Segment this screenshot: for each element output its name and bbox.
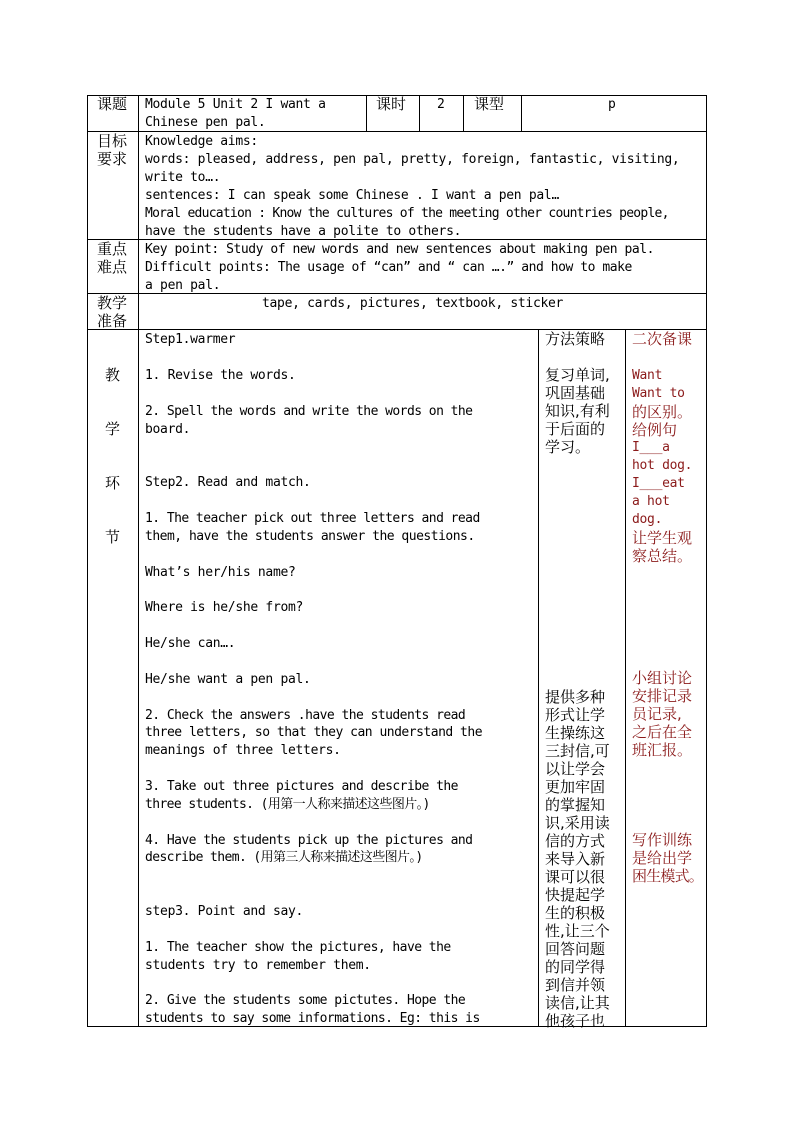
process-divider-1 xyxy=(538,329,539,1027)
method-line: 来导入新 xyxy=(545,850,606,868)
key-point-line: Difficult points: The usage of “can” and “ can ….” and how to make xyxy=(145,260,632,275)
secondary-header: 二次备课 xyxy=(632,330,693,348)
secondary-line: 困生模式。 xyxy=(632,867,704,885)
method-line: 性,让三个 xyxy=(545,922,610,940)
secondary-line: 安排记录 xyxy=(632,687,693,705)
method-line: 知识,有利 xyxy=(545,402,610,420)
method-line: 提供多种 xyxy=(545,688,606,706)
topic-value-line2: Chinese pen pal. xyxy=(145,115,266,130)
step-line: board. xyxy=(145,422,191,437)
method-line: 于后面的 xyxy=(545,420,606,438)
prep-label-line2: 准备 xyxy=(97,312,128,330)
secondary-line: 之后在全 xyxy=(632,723,693,741)
secondary-line: I___eat xyxy=(632,476,685,491)
method-line: 课可以很 xyxy=(545,868,606,886)
method-header: 方法策略 xyxy=(545,330,606,348)
method-line: 形式让学 xyxy=(545,706,606,724)
step-line: three students. (用第一人称来描述这些图片。) xyxy=(145,797,430,812)
method-line: 快提起学 xyxy=(545,886,606,904)
method-line: 到信并领 xyxy=(545,976,606,994)
table-border-right xyxy=(706,95,707,1027)
method-line: 信的方式 xyxy=(545,832,606,850)
header-divider-1 xyxy=(366,95,367,132)
process-label-char: 教 xyxy=(105,366,121,384)
step-line: 1. The teacher pick out three letters and read xyxy=(145,511,480,526)
goals-line: have the students have a polite to others. xyxy=(145,224,462,239)
label-column-divider xyxy=(138,95,139,1027)
step-line: Step1.warmer xyxy=(145,332,236,347)
goals-line: Knowledge aims: xyxy=(145,134,258,149)
method-line: 更加牢固 xyxy=(545,778,606,796)
step-line: 2. Spell the words and write the words on the xyxy=(145,404,473,419)
header-divider-3 xyxy=(463,95,464,132)
step-line: 4. Have the students pick up the pictures and xyxy=(145,833,473,848)
step-line: What’s her/his name? xyxy=(145,565,296,580)
table-border-left xyxy=(87,95,88,1027)
process-divider-2 xyxy=(625,329,626,1027)
goals-content xyxy=(145,133,679,241)
step-line: students try to remember them. xyxy=(145,958,371,973)
step-line: 2. Check the answers .have the students read xyxy=(145,708,466,723)
goals-label-line2: 要求 xyxy=(97,150,128,168)
step-line: step3. Point and say. xyxy=(145,904,304,919)
hours-label: 课时 xyxy=(376,95,407,113)
secondary-note-2 xyxy=(632,669,692,759)
key-point-line: Key point: Study of new words and new sentences about making pen pal. xyxy=(145,242,654,257)
secondary-line: 让学生观 xyxy=(632,529,693,547)
method-line: 的同学得 xyxy=(545,958,606,976)
step-line: meanings of three letters. xyxy=(145,743,341,758)
method-line: 的掌握知 xyxy=(545,796,606,814)
method-line: 识,采用读 xyxy=(545,814,610,832)
method-note-2 xyxy=(545,688,610,1030)
topic-value-line1: Module 5 Unit 2 I want a xyxy=(145,97,326,112)
method-line: 他孩子也 xyxy=(545,1012,606,1030)
step-line: Where is he/she from? xyxy=(145,600,304,615)
method-line: 读信,让其 xyxy=(545,994,610,1012)
process-label-char: 学 xyxy=(105,420,121,438)
goals-line: sentences: I can speak some Chinese . I want a pen pal… xyxy=(145,188,559,203)
secondary-line: dog. xyxy=(632,512,663,527)
goals-label-line1: 目标 xyxy=(97,132,128,150)
method-note-1 xyxy=(545,366,610,456)
method-line: 学习。 xyxy=(545,438,591,456)
secondary-line: 班汇报。 xyxy=(632,741,693,759)
secondary-line: 察总结。 xyxy=(632,547,693,565)
prep-value: tape, cards, pictures, textbook, sticker xyxy=(262,296,564,311)
process-label-char: 环 xyxy=(105,474,121,492)
type-value: p xyxy=(608,97,616,112)
method-line: 巩固基础 xyxy=(545,384,606,402)
secondary-line: I___a xyxy=(632,440,670,455)
key-points-label-line2: 难点 xyxy=(97,258,128,276)
key-points-label-line1: 重点 xyxy=(97,240,128,258)
step-line: 1. The teacher show the pictures, have the xyxy=(145,940,451,955)
secondary-line: a hot xyxy=(632,494,670,509)
secondary-line: Want to xyxy=(632,386,685,401)
process-label-char: 节 xyxy=(105,528,121,546)
secondary-line: 是给出学 xyxy=(632,849,693,867)
method-line: 生的积极 xyxy=(545,904,606,922)
goals-line: words: pleased, address, pen pal, pretty, foreign, fantastic, visiting, xyxy=(145,152,680,167)
method-line: 生操练这 xyxy=(545,724,606,742)
topic-label: 课题 xyxy=(97,95,128,113)
key-point-line: a pen pal. xyxy=(145,278,221,293)
secondary-line: Want xyxy=(632,368,663,383)
step-line: students to say some informations. Eg: this is xyxy=(145,1011,480,1026)
key-points-content xyxy=(145,241,654,295)
prep-label-line1: 教学 xyxy=(97,294,128,312)
secondary-line: 小组讨论 xyxy=(632,669,693,687)
secondary-line: 写作训练 xyxy=(632,831,693,849)
method-line: 三封信,可 xyxy=(545,742,610,760)
step-line: He/she can…. xyxy=(145,636,236,651)
secondary-note-1 xyxy=(632,367,692,565)
step-line: Step2. Read and match. xyxy=(145,475,311,490)
step-line: describe them. (用第三人称来描述这些图片。) xyxy=(145,850,423,865)
step-line: 3. Take out three pictures and describe the xyxy=(145,779,458,794)
goals-line: Moral education : Know the cultures of the meeting other countries people, xyxy=(145,206,669,221)
header-divider-4 xyxy=(521,95,522,132)
method-line: 复习单词, xyxy=(545,366,610,384)
step-line: 2. Give the students some pictutes. Hope the xyxy=(145,993,466,1008)
header-divider-2 xyxy=(419,95,420,132)
secondary-line: hot dog. xyxy=(632,458,693,473)
row-divider-4 xyxy=(87,329,707,330)
type-label: 课型 xyxy=(474,95,505,113)
step-line: He/she want a pen pal. xyxy=(145,672,311,687)
secondary-line: 给例句 xyxy=(632,421,678,439)
step-line: them, have the students answer the questions. xyxy=(145,529,475,544)
goals-line: write to…. xyxy=(145,170,221,185)
method-line: 以让学会 xyxy=(545,760,606,778)
method-line: 回答问题 xyxy=(545,940,606,958)
step-line: three letters, so that they can understand the xyxy=(145,725,483,740)
step-line: 1. Revise the words. xyxy=(145,368,296,383)
secondary-line: 的区别。 xyxy=(632,403,693,421)
secondary-line: 员记录, xyxy=(632,705,682,723)
hours-value: 2 xyxy=(437,97,445,112)
secondary-note-3 xyxy=(632,831,703,885)
